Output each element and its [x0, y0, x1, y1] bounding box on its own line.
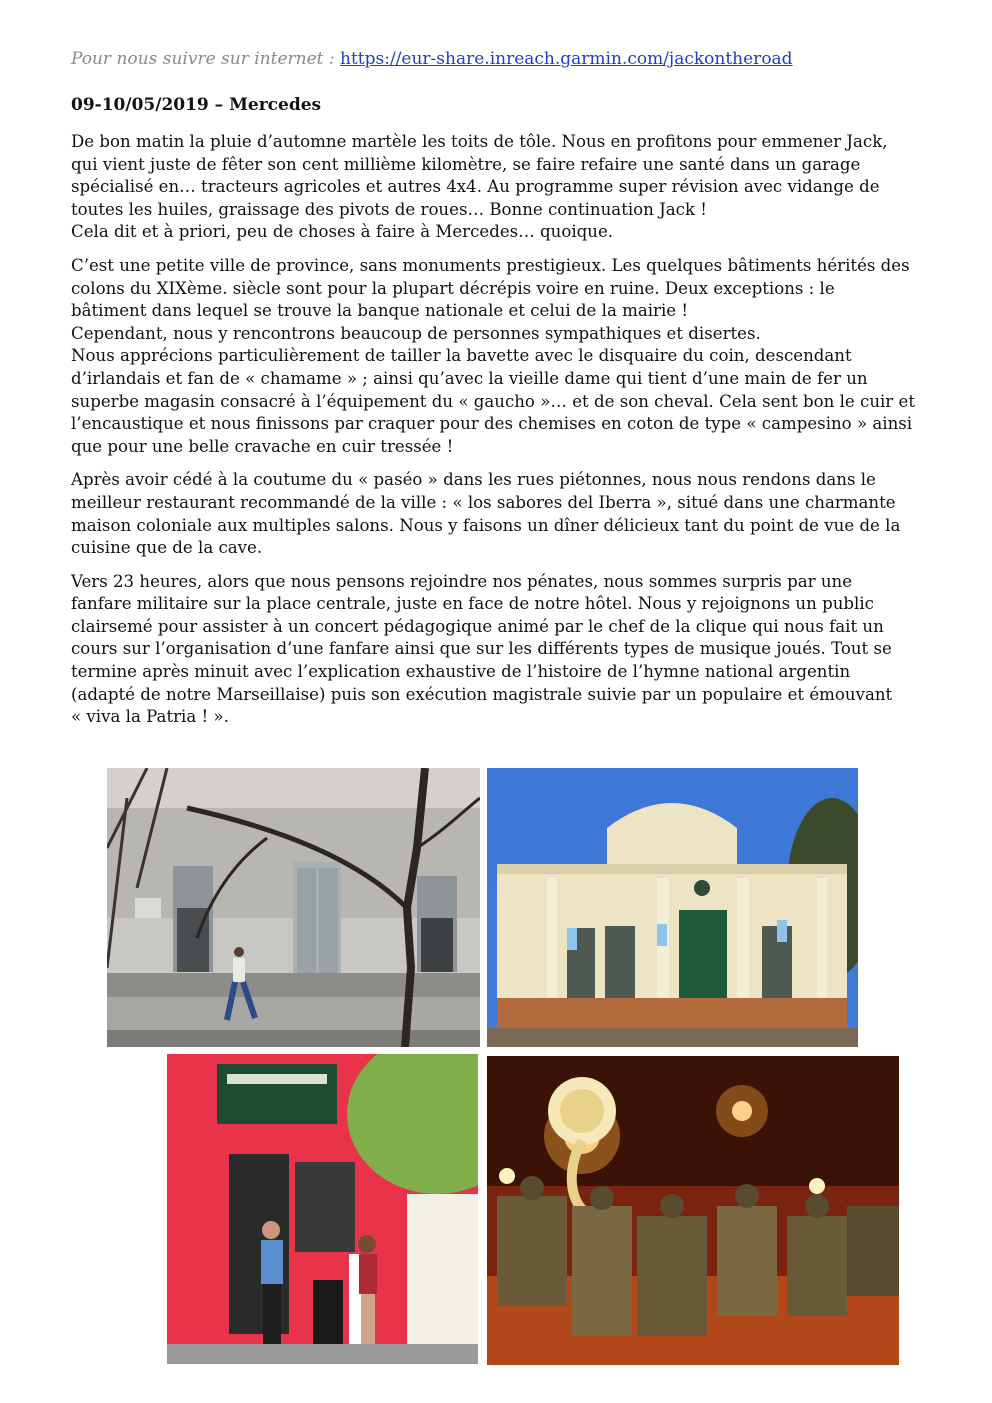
text-line: toutes les huiles, graissage des pivots de roues… Bonne continuation Jack !	[71, 199, 707, 219]
text-line: De bon matin la pluie d’automne martèle les toits de tôle. Nous en profitons pour emmener Jack,	[71, 132, 888, 151]
text-line: qui vient juste de fêter son cent millième kilomètre, se faire refaire une santé dans un garage	[71, 154, 861, 174]
text-line: termine après minuit avec l’explication exhaustive de l’histoire de l’hymne national argentin	[71, 662, 851, 682]
text-line: « viva la Patria ! ».	[71, 707, 229, 727]
text-line: meilleur restaurant recommandé de la ville : « los sabores del Iberra », situé dans une charmante	[71, 492, 896, 512]
text-line: C’est une petite ville de province, sans monuments prestigieux. Les quelques bâtiments hérités des	[71, 255, 910, 275]
paragraph-restaurant	[71, 469, 946, 559]
follow-label: Pour nous suivre sur internet :	[71, 49, 341, 69]
text-line: cours sur l’organisation d’une fanfare ainsi que sur les différents types de musique joués. Tout se	[71, 639, 892, 659]
text-line: bâtiment dans lequel se trouve la banque nationale et celui de la mairie !	[71, 301, 689, 321]
photo-cream-bank-building	[487, 768, 858, 1047]
text-line: l’encaustique et nous finissons par craquer pour des chemises en coton de type « campesino » ainsi	[71, 414, 913, 434]
text-line: colons du XIXème. siècle sont pour la plupart décrépis voire en ruine. Deux exceptions : le	[71, 278, 835, 298]
text-line: fanfare militaire sur la place centrale, juste en face de notre hôtel. Nous y rejoignons un public	[71, 594, 874, 614]
text-line: d’irlandais et fan de « chamame » ; ainsi qu’avec la vieille dame qui tient d’une main de fer un	[71, 368, 868, 388]
follow-line	[71, 48, 793, 70]
paragraph-town	[71, 255, 946, 458]
text-line: Après avoir cédé à la coutume du « paséo » dans les rues piétonnes, nous nous rendons dans le	[71, 470, 876, 490]
text-line: spécialisé en… tracteurs agricoles et autres 4x4. Au programme super révision avec vidange de	[71, 177, 880, 197]
text-line: cuisine que de la cave.	[71, 538, 263, 558]
photo-red-record-shop	[167, 1054, 478, 1364]
photo-night-military-band	[487, 1056, 899, 1365]
text-line: superbe magasin consacré à l’équipement du « gaucho »… et de son cheval. Cela sent bon le cuir et	[71, 391, 916, 411]
text-line: Cependant, nous y rencontrons beaucoup de personnes sympathiques et disertes.	[71, 323, 761, 343]
text-line: maison coloniale aux multiples salons. Nous y faisons un dîner délicieux tant du point de vue de la	[71, 515, 901, 535]
text-line: Vers 23 heures, alors que nous pensons rejoindre nos pénates, nous sommes surpris par une	[71, 571, 853, 591]
entry-body	[71, 131, 946, 740]
text-line: clairsemé pour assister à un concert pédagogique animé par le chef de la clique qui nous fait un	[71, 616, 884, 636]
text-line: Nous apprécions particulièrement de tailler la bavette avec le disquaire du coin, descendant	[71, 346, 852, 366]
text-line: Cela dit et à priori, peu de choses à faire à Mercedes… quoique.	[71, 222, 614, 242]
text-line: que pour une belle cravache en cuir tressée !	[71, 436, 454, 456]
photo-old-colonial-street	[107, 768, 480, 1047]
tracking-link[interactable]: https://eur-share.inreach.garmin.com/jackontheroad	[340, 49, 793, 69]
entry-title: 09-10/05/2019 – Mercedes	[71, 95, 322, 115]
paragraph-fanfare	[71, 571, 946, 729]
text-line: (adapté de notre Marseillaise) puis son exécution magistrale suivie par un populaire et émouvant	[71, 684, 893, 704]
paragraph-garage	[71, 131, 946, 244]
